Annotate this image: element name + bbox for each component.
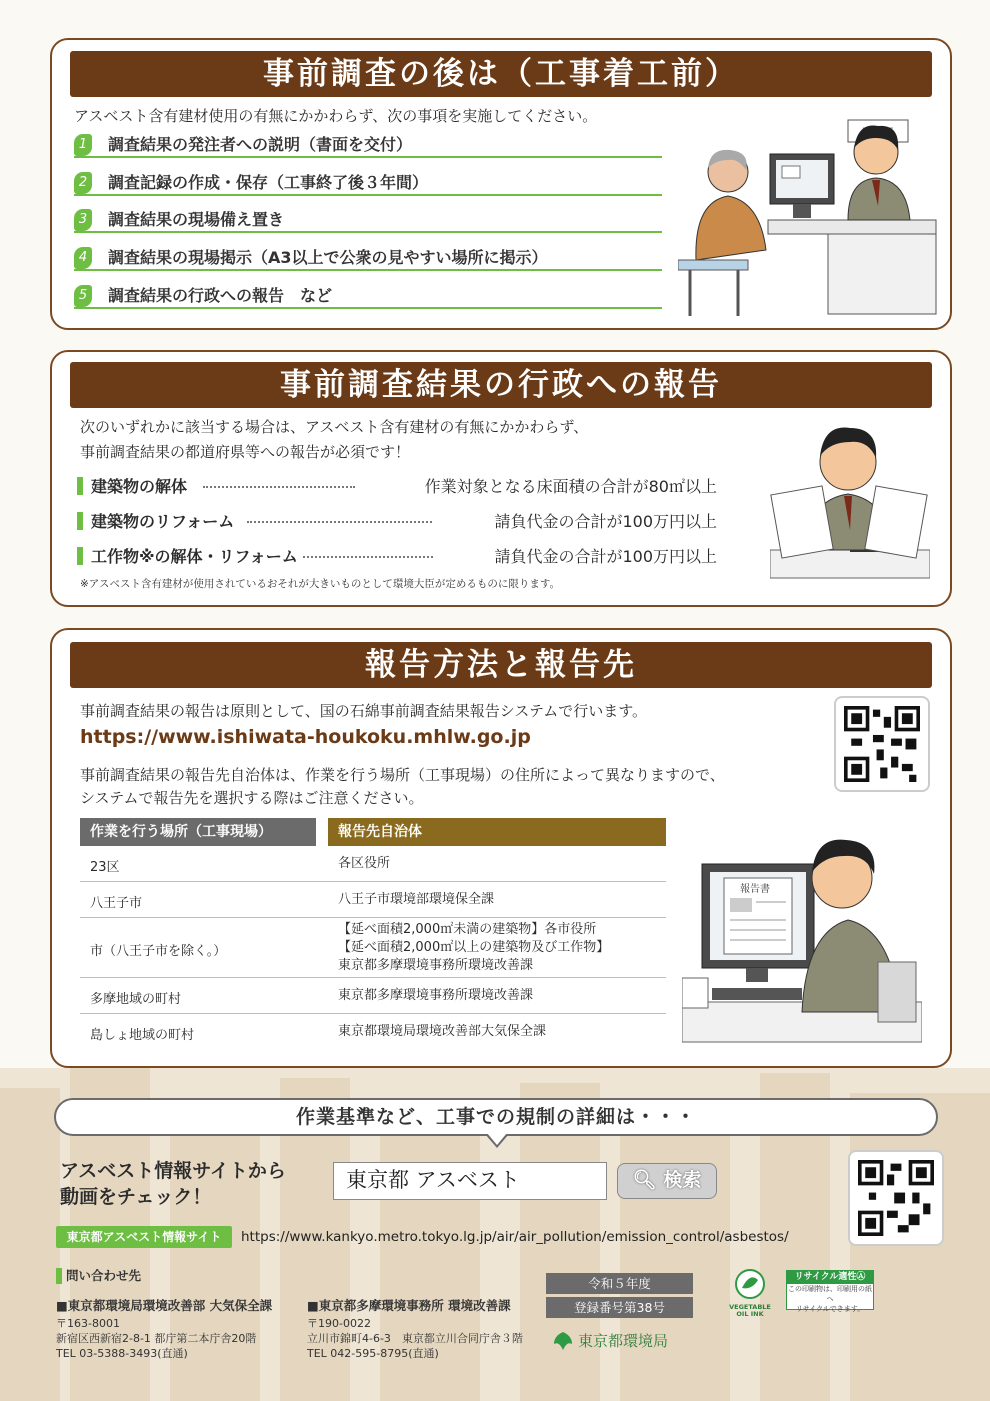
search-icon: 🔍︎ <box>632 1169 657 1191</box>
site-tag: 東京都アスベスト情報サイト <box>56 1226 232 1248</box>
dest-cell: 東京都多摩環境事務所環境改善課 <box>338 958 534 973</box>
item-label: 調査結果の行政への報告 など <box>108 286 333 305</box>
panel-title: 事前調査の後は（工事着工前） <box>70 51 932 97</box>
vegetable-ink-logo <box>726 1268 774 1318</box>
requirement-row <box>77 544 717 568</box>
item-label: 調査記録の作成・保存（工事終了後３年間） <box>108 173 429 192</box>
table-header: 報告先自治体 <box>328 818 666 846</box>
contact1-address: 新宿区西新宿2-8-1 都庁第二本庁舎20階 <box>56 1332 257 1345</box>
dot-leader <box>247 521 432 523</box>
registration-badge: 登録番号第38号 <box>546 1297 693 1318</box>
dest-cell: 八王子市環境部環境保全課 <box>338 892 495 907</box>
dest-cell: 東京都多摩環境事務所環境改善課 <box>338 988 534 1003</box>
speech-tail-fill <box>487 1133 507 1145</box>
recycle-mark <box>786 1270 874 1313</box>
requirement-label: 工作物※の解体・リフォーム <box>91 547 298 566</box>
table-row <box>80 882 666 918</box>
contact1-postal: 〒163-8001 <box>56 1317 120 1330</box>
consultation-illustration <box>678 110 940 318</box>
recycle-note: この印刷物は、印刷用の紙へ <box>788 1285 872 1303</box>
year-badge: 令和５年度 <box>546 1273 693 1294</box>
tokyo-ginkgo-logo-icon <box>552 1330 574 1352</box>
panel-intro-line: 次のいずれかに該当する場合は、アスベスト含有建材の有無にかかわらず、 <box>80 418 589 436</box>
bullet-bar <box>77 547 83 565</box>
speech-bubble <box>54 1098 938 1136</box>
item-number: 4 <box>74 247 92 269</box>
method-line: 事前調査結果の報告は原則として、国の石綿事前調査結果報告システムで行います。 <box>80 702 648 720</box>
qr-code-site[interactable] <box>848 1150 944 1246</box>
qr-pattern-icon <box>858 1160 934 1236</box>
dot-leader <box>303 556 433 558</box>
contact2-tel: TEL 042-595-8795(直通) <box>307 1347 439 1360</box>
table-header: 作業を行う場所（工事現場） <box>80 818 316 846</box>
dest-cell: 東京都環境局環境改善部大気保全課 <box>338 1024 547 1039</box>
requirement-condition: 作業対象となる床面積の合計が80㎡以上 <box>424 477 717 496</box>
qr-pattern-icon <box>844 706 920 782</box>
vegetable-ink-icon <box>726 1268 774 1300</box>
item-label: 調査結果の現場備え置き <box>108 210 285 229</box>
table-row <box>80 846 666 882</box>
item-number: 3 <box>74 209 92 231</box>
contact1-tel: TEL 03-5388-3493(直通) <box>56 1347 188 1360</box>
site-url[interactable]: https://www.kankyo.metro.tokyo.lg.jp/air/air_pollution/emission_control/asbestos/ <box>241 1229 789 1245</box>
place-cell: 島しょ地域の町村 <box>90 1028 195 1043</box>
panel-report-method <box>50 628 952 1068</box>
bullet-bar <box>77 477 83 495</box>
item-label: 調査結果の現場掲示（A3以上で公衆の見やすい場所に掲示） <box>108 248 548 267</box>
item-label: 調査結果の発注者への説明（書面を交付） <box>108 135 413 154</box>
panel-title: 報告方法と報告先 <box>70 642 932 688</box>
search-input[interactable]: 東京都 アスベスト <box>333 1162 607 1200</box>
list-item <box>74 170 662 196</box>
place-cell: 多摩地域の町村 <box>90 992 182 1007</box>
list-item <box>74 207 662 233</box>
contact2-address: 立川市錦町4-6-3 東京都立川合同庁舎３階 <box>307 1332 523 1345</box>
contact2-postal: 〒190-0022 <box>307 1317 371 1330</box>
speech-text: 作業基準など、工事での規制の詳細は・・・ <box>295 1106 696 1128</box>
man-with-documents-illustration <box>770 410 930 580</box>
item-number: 2 <box>74 172 92 194</box>
search-button[interactable] <box>617 1163 717 1199</box>
dest-cell: 【延べ面積2,000㎡未満の建築物】各市役所 <box>338 922 597 937</box>
panel-intro-line: 事前調査結果の都道府県等への報告が必須です！ <box>80 443 411 461</box>
requirement-row <box>77 509 717 533</box>
dest-cell: 各区役所 <box>338 856 391 871</box>
qr-code-system[interactable] <box>834 696 930 792</box>
recycle-title: リサイクル適性Ⓐ <box>787 1271 873 1284</box>
table-row <box>80 978 666 1014</box>
item-number: 1 <box>74 134 92 156</box>
panel-title: 事前調査結果の行政への報告 <box>70 362 932 408</box>
vegetable-ink-text: VEGETABLE OIL INK <box>729 1303 771 1318</box>
place-cell: 市（八王子市を除く。） <box>90 944 227 959</box>
report-doc-title: 報告書 <box>740 884 770 895</box>
dest-cell: 【延べ面積2,000㎡以上の建築物及び工作物】 <box>338 940 610 955</box>
dot-leader <box>203 486 355 488</box>
bullet-bar <box>77 512 83 530</box>
place-cell: 八王子市 <box>90 896 143 911</box>
method-line: 事前調査結果の報告先自治体は、作業を行う場所（工事現場）の住所によって異なりますので、 <box>80 766 725 784</box>
panel-report-to-government <box>50 350 952 607</box>
system-url[interactable]: https://www.ishiwata-houkoku.mhlw.go.jp <box>80 726 531 748</box>
requirement-label: 建築物の解体 <box>91 477 188 496</box>
place-cell: 23区 <box>90 860 120 875</box>
contact1-name: ■東京都環境局環境改善部 大気保全課 <box>56 1298 273 1313</box>
recycle-note: リサイクルできます。 <box>795 1305 865 1313</box>
list-item <box>74 283 662 309</box>
method-line: システムで報告先を選択する際はご注意ください。 <box>80 789 424 807</box>
video-line: 動画をチェック！ <box>60 1186 212 1208</box>
footnote: ※アスベスト含有建材が使用されているおそれが大きいものとして環境大臣が定めるものに限ります。 <box>80 578 561 590</box>
contact-label: 問い合わせ先 <box>66 1268 142 1283</box>
table-row <box>80 918 666 978</box>
table-row <box>80 1014 666 1050</box>
search-button-label: 検索 <box>663 1169 702 1191</box>
contact-bar <box>56 1268 62 1284</box>
org-name: 東京都環境局 <box>578 1332 669 1350</box>
contact2-name: ■東京都多摩環境事務所 環境改善課 <box>307 1298 511 1313</box>
requirement-row <box>77 474 717 498</box>
list-item <box>74 245 662 271</box>
requirement-label: 建築物のリフォーム <box>91 512 235 531</box>
item-number: 5 <box>74 285 92 307</box>
list-item <box>74 132 662 158</box>
panel-after-survey <box>50 38 952 330</box>
panel-intro: アスベスト含有建材使用の有無にかかわらず、次の事項を実施してください。 <box>74 107 598 125</box>
requirement-condition: 請負代金の合計が100万円以上 <box>494 512 717 531</box>
man-at-computer-illustration <box>682 812 922 1052</box>
requirement-condition: 請負代金の合計が100万円以上 <box>494 547 717 566</box>
video-line: アスベスト情報サイトから <box>60 1160 286 1182</box>
